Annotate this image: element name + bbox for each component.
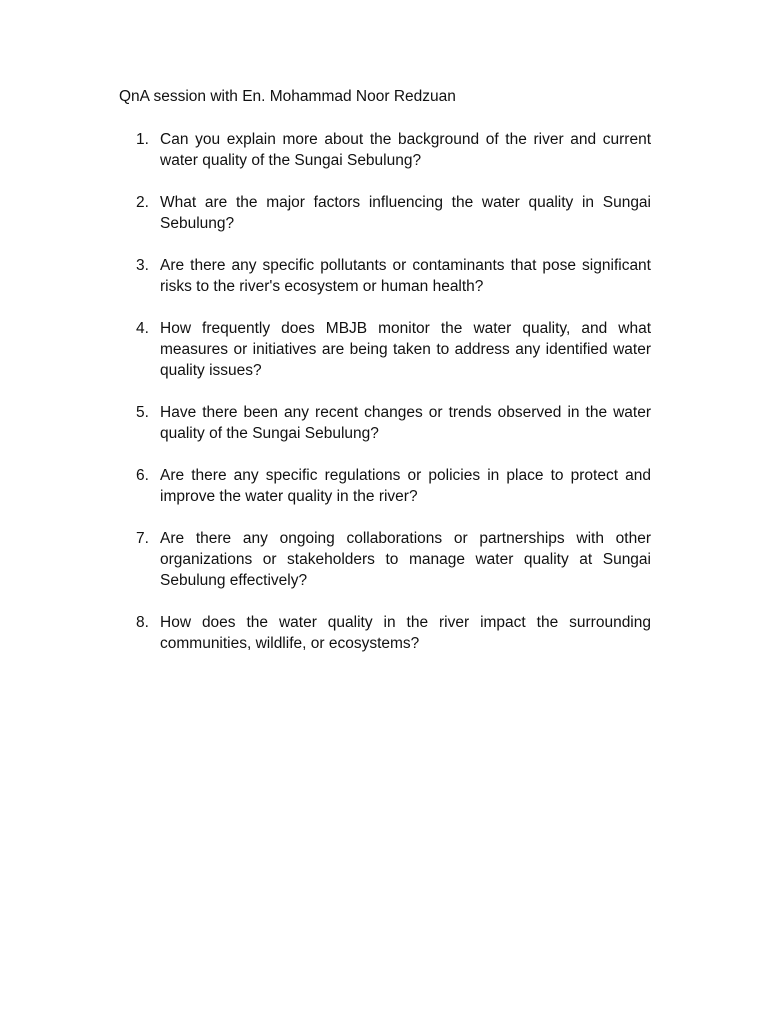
question-number: 8.	[136, 614, 149, 631]
question-text: Can you explain more about the background of the river and current water quality of the Sungai Sebulung?	[160, 131, 651, 169]
question-text: How frequently does MBJB monitor the water quality, and what measures or initiatives are being taken to address any identified water quality issues?	[160, 320, 651, 379]
question-number: 7.	[136, 530, 149, 547]
question-text: Are there any specific pollutants or contaminants that pose significant risks to the river's ecosystem or human health?	[160, 257, 651, 295]
question-text: Are there any specific regulations or policies in place to protect and improve the water quality in the river?	[160, 467, 651, 505]
question-number: 3.	[136, 257, 149, 274]
question-item-7	[136, 528, 651, 591]
question-item-3	[136, 255, 651, 297]
question-number: 5.	[136, 404, 149, 421]
question-text: What are the major factors influencing the water quality in Sungai Sebulung?	[160, 194, 651, 232]
question-item-4	[136, 318, 651, 381]
question-number: 4.	[136, 320, 149, 337]
question-text: Are there any ongoing collaborations or partnerships with other organizations or stakeholders to manage water quality at Sungai Sebulung effectively?	[160, 530, 651, 589]
question-item-6	[136, 465, 651, 507]
page-title: QnA session with En. Mohammad Noor Redzuan	[119, 88, 456, 105]
question-text: How does the water quality in the river impact the surrounding communities, wildlife, or ecosystems?	[160, 614, 651, 652]
question-text: Have there been any recent changes or trends observed in the water quality of the Sungai Sebulung?	[160, 404, 651, 442]
question-item-2	[136, 192, 651, 234]
question-item-8	[136, 612, 651, 654]
question-list	[136, 129, 651, 675]
question-number: 1.	[136, 131, 149, 148]
question-number: 2.	[136, 194, 149, 211]
question-item-5	[136, 402, 651, 444]
question-item-1	[136, 129, 651, 171]
question-number: 6.	[136, 467, 149, 484]
